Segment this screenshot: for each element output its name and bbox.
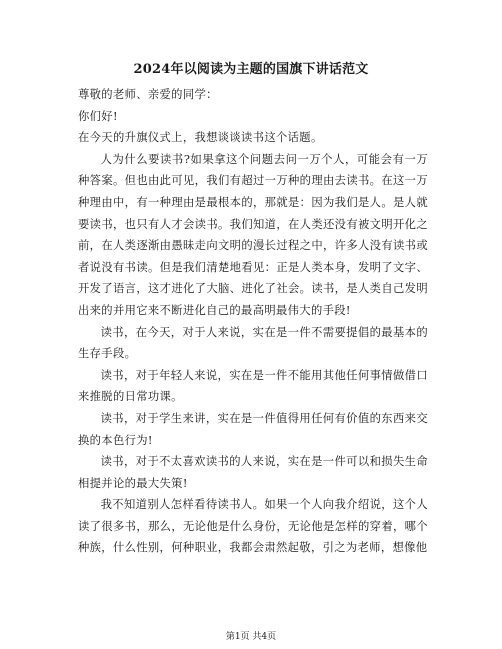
paragraph: 人为什么要读书?如果拿这个问题去问一万个人，可能会有一万种答案。但也由此可见，我们有超过一万种的理由去读书。在这一万种理由中，有一种理由是最根本的，那就是：因为我们是人。是人就要读书，也只有人才会读书。我们知道，在人类还没有被文明开化之前，在人类逐渐由愚昧走向文明的漫长过程之中，许多人没有读书或者说没有书读。但是我们清楚地看见：正是人类本身，发明了文字、开发了语言，这才进化了大脑、进化了社会。读书，是人类自己发明出来的并用它来不断进化自己的最高明最伟大的手段! (78, 152, 428, 317)
document-title: 2024年以阅读为主题的国旗下讲话范文 (133, 62, 369, 77)
page-footer: 第1页 共4页 (225, 632, 277, 642)
salutation: 尊敬的老师、亲爱的同学： (78, 88, 218, 101)
paragraph: 读书，在今天，对于人来说，实在是一件不需要提倡的最基本的生存手段。 (78, 325, 428, 361)
paragraph: 在今天的升旗仪式上，我想谈谈读书这个话题。 (78, 131, 323, 145)
paragraph: 读书，对于年轻人来说，实在是一件不能用其他任何事情做借口来推脱的日常功课。 (78, 368, 428, 404)
paragraph: 我不知道别人怎样看待读书人。如果一个人向我介绍说，这个人读了很多书，那么，无论他是什么身份，无论他是怎样的穿着，哪个种族，什么性别，何种职业，我都会肃然起敬，引之为老师，想像他 (78, 498, 428, 555)
paragraph: 读书，对于不太喜欢读书的人来说，实在是一件可以和损失生命相提并论的最大失策! (78, 455, 428, 490)
document-body (78, 84, 428, 559)
greeting: 你们好! (78, 109, 118, 123)
paragraph: 读书，对于学生来讲，实在是一件值得用任何有价值的东西来交换的本色行为! (78, 411, 428, 447)
